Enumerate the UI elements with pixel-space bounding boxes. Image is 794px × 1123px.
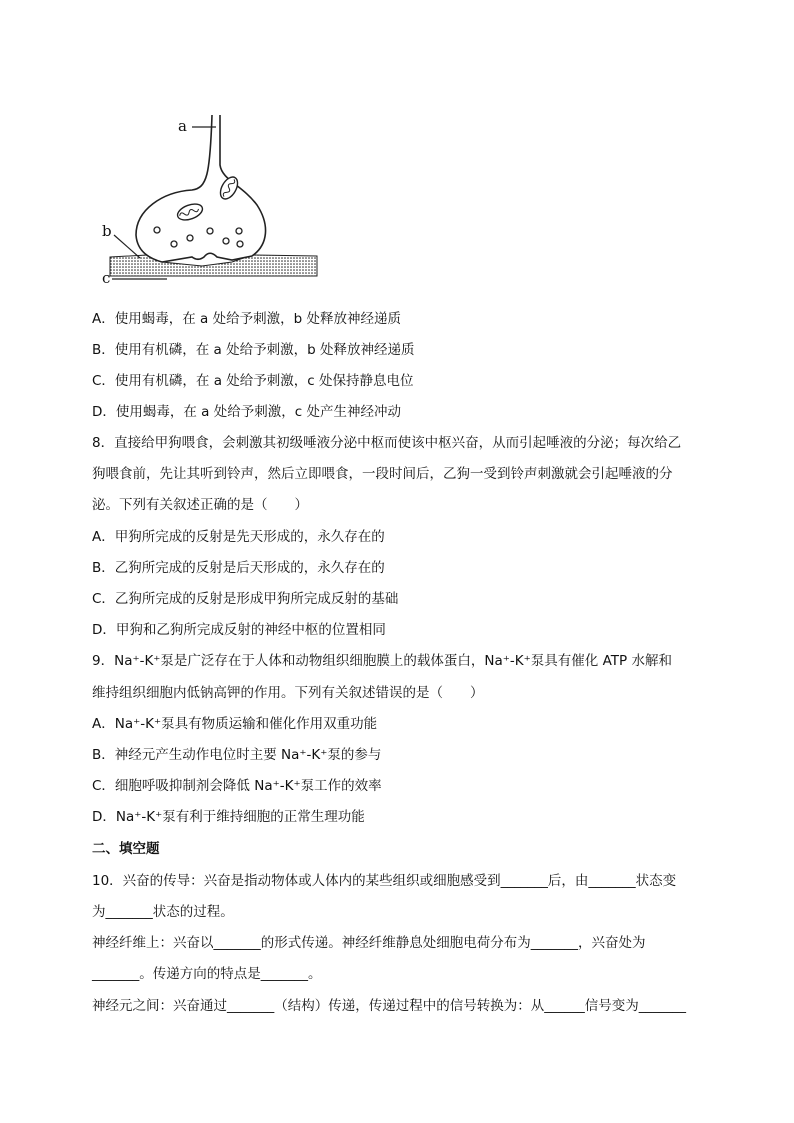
q9-stem-line: 维持组织细胞内低钠高钾的作用。下列有关叙述错误的是（ ） bbox=[92, 685, 484, 701]
q10-line: _______。传递方向的特点是_______。 bbox=[92, 966, 322, 982]
q7-option-b: B．使用有机磷，在 a 处给予刺激，b 处释放神经递质 bbox=[92, 342, 415, 358]
label-a: a bbox=[178, 117, 187, 135]
q8-stem-line: 8．直接给甲狗喂食，会刺激其初级唾液分泌中枢而使该中枢兴奋，从而引起唾液的分泌；每次给乙 bbox=[92, 435, 682, 451]
section-heading: 二、填空题 bbox=[92, 841, 160, 857]
q10-line: 神经元之间：兴奋通过_______（结构）传递，传递过程中的信号转换为：从______信号变为_______ bbox=[92, 998, 686, 1014]
q7-option-a: A．使用蝎毒，在 a 处给予刺激，b 处释放神经递质 bbox=[92, 311, 401, 327]
q8-stem-line: 狗喂食前，先让其听到铃声，然后立即喂食，一段时间后，乙狗一受到铃声刺激就会引起唾液的分 bbox=[92, 466, 673, 482]
q7-option-c: C．使用有机磷，在 a 处给予刺激，c 处保持静息电位 bbox=[92, 373, 414, 389]
q9-option-a: A．Na⁺-K⁺泵具有物质运输和催化作用双重功能 bbox=[92, 716, 378, 732]
q8-option-a: A．甲狗所完成的反射是先天形成的，永久存在的 bbox=[92, 529, 385, 545]
q8-option-b: B．乙狗所完成的反射是后天形成的，永久存在的 bbox=[92, 560, 385, 576]
q9-option-c: C．细胞呼吸抑制剂会降低 Na⁺-K⁺泵工作的效率 bbox=[92, 778, 382, 794]
q10-line: 为_______状态的过程。 bbox=[92, 904, 234, 920]
synapse-figure bbox=[92, 110, 332, 285]
label-c: c bbox=[102, 269, 111, 285]
synapse-diagram bbox=[92, 110, 332, 285]
q9-option-b: B．神经元产生动作电位时主要 Na⁺-K⁺泵的参与 bbox=[92, 747, 382, 763]
q8-option-d: D．甲狗和乙狗所完成反射的神经中枢的位置相同 bbox=[92, 622, 386, 638]
q9-option-d: D．Na⁺-K⁺泵有利于维持细胞的正常生理功能 bbox=[92, 809, 365, 825]
postsynaptic-membrane bbox=[110, 255, 317, 276]
q8-option-c: C．乙狗所完成的反射是形成甲狗所完成反射的基础 bbox=[92, 591, 399, 607]
q9-stem-line: 9．Na⁺-K⁺泵是广泛存在于人体和动物组织细胞膜上的载体蛋白，Na⁺-K⁺泵具有催化 ATP 水解和 bbox=[92, 653, 672, 669]
q7-option-d: D．使用蝎毒，在 a 处给予刺激，c 处产生神经冲动 bbox=[92, 404, 401, 420]
q10-line: 神经纤维上：兴奋以_______的形式传递。神经纤维静息处细胞电荷分布为_______，兴奋处为 bbox=[92, 935, 646, 951]
axon-terminal bbox=[136, 115, 266, 262]
q10-line: 10．兴奋的传导：兴奋是指动物体或人体内的某些组织或细胞感受到_______后，由_______状态变 bbox=[92, 873, 677, 889]
q8-stem-line: 泌。下列有关叙述正确的是（ ） bbox=[92, 497, 308, 513]
label-b: b bbox=[102, 222, 112, 240]
